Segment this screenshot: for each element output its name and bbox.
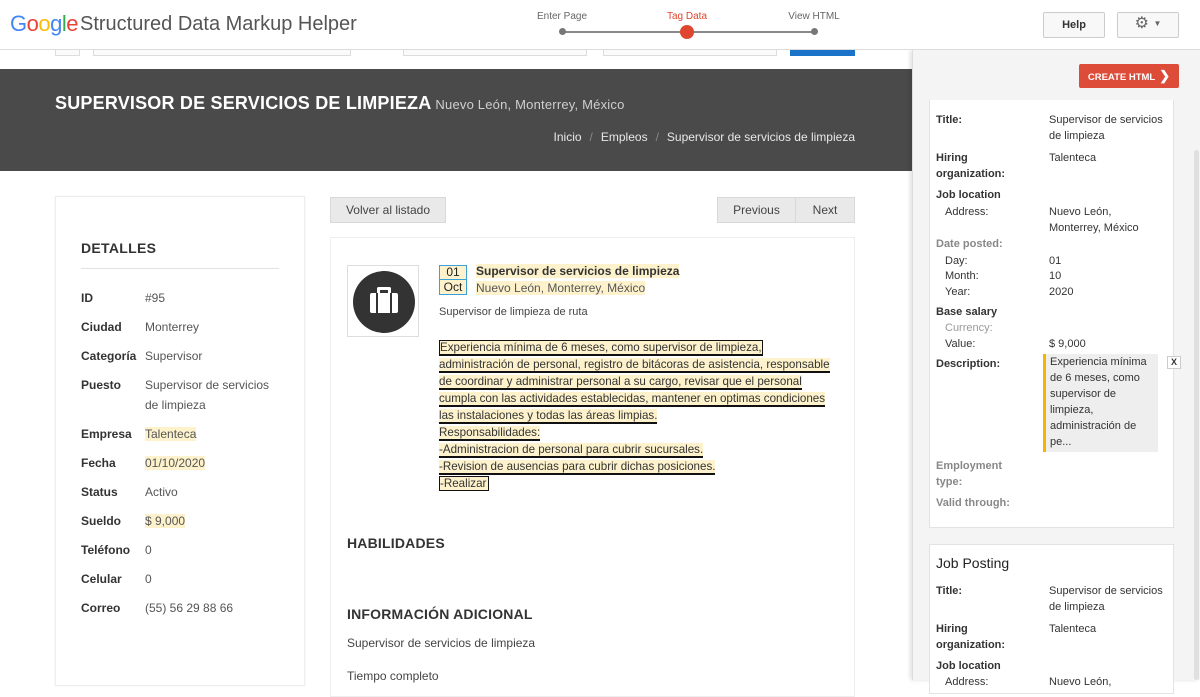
skills-heading: HABILIDADES (347, 535, 445, 551)
field-hiring-label: Hiring organization: (936, 623, 1006, 651)
description-line: Responsabilidades: (439, 426, 541, 439)
field-address-label: Address: (945, 206, 989, 218)
description-line: Experiencia mínima de 6 meses, como supervisor de limpieza, (440, 341, 762, 354)
field-value-value: $ 9,000 (1049, 338, 1086, 350)
divider (81, 268, 279, 269)
field-description-value[interactable]: Experiencia mínima de 6 meses, como supervisor de limpieza, administración de pe... (1043, 354, 1158, 452)
breadcrumb: Inicio / Empleos / Supervisor de servicios de limpieza (553, 130, 855, 144)
page-title: SUPERVISOR DE SERVICIOS DE LIMPIEZA Nuevo León, Monterrey, México (55, 93, 625, 113)
field-title-label: Title: (936, 585, 963, 597)
previous-button[interactable]: Previous (717, 197, 796, 223)
job-card-location[interactable]: Nuevo León, Monterrey, México (476, 281, 646, 295)
description-line: de coordinar y administrar personal a su cargo, revisar que el personal (439, 375, 802, 388)
job-posting-heading: Job Posting (936, 555, 1010, 571)
remove-tag-button[interactable]: X (1167, 356, 1181, 369)
description-line: -Revision de ausencias para cubrir dichas posiciones. (439, 460, 716, 473)
job-description[interactable] (439, 339, 839, 492)
page-fragment (93, 50, 351, 56)
field-address-value: Nuevo León, (1049, 676, 1112, 688)
additional-info-heading: INFORMACIÓN ADICIONAL (347, 606, 533, 622)
google-logo: Google (10, 11, 79, 36)
field-month-label: Month: (945, 270, 979, 282)
field-year-value: 2020 (1049, 286, 1074, 298)
gear-icon: ⚙ (1134, 15, 1149, 33)
field-address-label: Address: (945, 676, 989, 688)
details-heading: DETALLES (81, 240, 157, 256)
step-dot-tag-data (680, 25, 694, 39)
step-view-html[interactable]: View HTML (788, 11, 840, 22)
additional-info-text: Tiempo completo (347, 669, 439, 683)
job-thumbnail (347, 265, 419, 337)
step-enter-page[interactable]: Enter Page (536, 11, 588, 22)
field-job-location-label: Job location (936, 189, 1001, 201)
description-line: -Realizar (439, 476, 489, 491)
back-to-list-button[interactable]: Volver al listado (330, 197, 446, 223)
tagged-empresa[interactable]: Talenteca (145, 427, 197, 441)
step-dot-enter-page (559, 28, 566, 35)
field-currency-label: Currency: (945, 322, 993, 334)
details-card: DETALLES ID #95 Ciudad Monterrey Categoría Supervisor Puesto Supervisor de servicios de limpieza Empresa Talenteca Fecha 01/10/2020 Status Activo Sueldo $ 9,000 Teléfono 0 Celular 0 Correo (55) 56 29 88 66 (55, 196, 305, 686)
field-month-value: 10 (1049, 270, 1062, 282)
description-line: administración de personal, registro de bitácoras de asistencia, responsable (439, 358, 830, 371)
field-base-salary-label: Base salary (936, 306, 998, 318)
additional-info-text: Supervisor de servicios de limpieza (347, 636, 536, 650)
app-header (0, 0, 1200, 50)
settings-button[interactable] (1117, 12, 1179, 38)
field-date-posted-label: Date posted: (936, 238, 1003, 250)
field-address-value: Nuevo León, Monterrey, México (1049, 206, 1139, 234)
step-progress (520, 0, 860, 50)
field-hiring-value: Talenteca (1049, 623, 1097, 635)
field-valid-through-label: Valid through: (936, 497, 1010, 509)
field-title-value: Supervisor de servicios de limpieza (1049, 114, 1163, 142)
date-day: 01 (440, 266, 466, 280)
field-job-location-label: Job location (936, 660, 1001, 672)
job-card-subtitle: Supervisor de limpieza de ruta (439, 306, 588, 318)
date-badge[interactable] (439, 265, 467, 295)
tagged-sueldo[interactable]: $ 9,000 (145, 514, 186, 528)
breadcrumb-current: Supervisor de servicios de limpieza (666, 130, 855, 144)
help-button[interactable]: Help (1043, 12, 1105, 38)
description-line: -Administracion de personal para cubrir sucursales. (439, 443, 704, 456)
field-employment-type-label: Employment type: (936, 460, 1003, 488)
page-fragment (55, 50, 80, 56)
page-fragment (790, 50, 855, 56)
field-hiring-label: Hiring organization: (936, 152, 1006, 180)
field-description-label: Description: (936, 358, 1001, 370)
step-dot-view-html (811, 28, 818, 35)
date-month: Oct (443, 280, 463, 294)
field-title-value: Supervisor de servicios de limpieza (1049, 585, 1163, 613)
app-title: Structured Data Markup Helper (80, 13, 357, 35)
panel-scrollbar[interactable] (1194, 150, 1199, 680)
field-day-label: Day: (945, 255, 968, 267)
page-fragment (603, 50, 777, 56)
chevron-right-icon: ❯ (1159, 68, 1171, 83)
field-day-value: 01 (1049, 255, 1062, 267)
breadcrumb-empleos[interactable]: Empleos (600, 130, 648, 144)
page-title-location: Nuevo León, Monterrey, México (435, 97, 625, 112)
description-line: las instalaciones y todas las áreas limpias. (439, 409, 658, 422)
breadcrumb-inicio[interactable]: Inicio (553, 130, 582, 144)
job-banner (0, 69, 912, 171)
job-card-title[interactable]: Supervisor de servicios de limpieza (476, 264, 680, 278)
chevron-down-icon: ▼ (1153, 19, 1162, 28)
field-title-label: Title: (936, 114, 963, 126)
field-value-label: Value: (945, 338, 976, 350)
briefcase-icon (353, 271, 415, 333)
tagged-fecha[interactable]: 01/10/2020 (145, 456, 206, 470)
step-tag-data[interactable]: Tag Data (666, 11, 708, 22)
next-button[interactable]: Next (795, 197, 855, 223)
page-fragment (403, 50, 587, 56)
description-line: cumpla con las actividades establecidas, mantener en optimas condiciones (439, 392, 826, 405)
create-html-button[interactable]: CREATE HTML ❯ (1079, 64, 1179, 88)
field-hiring-value: Talenteca (1049, 152, 1097, 164)
field-year-label: Year: (945, 286, 971, 298)
